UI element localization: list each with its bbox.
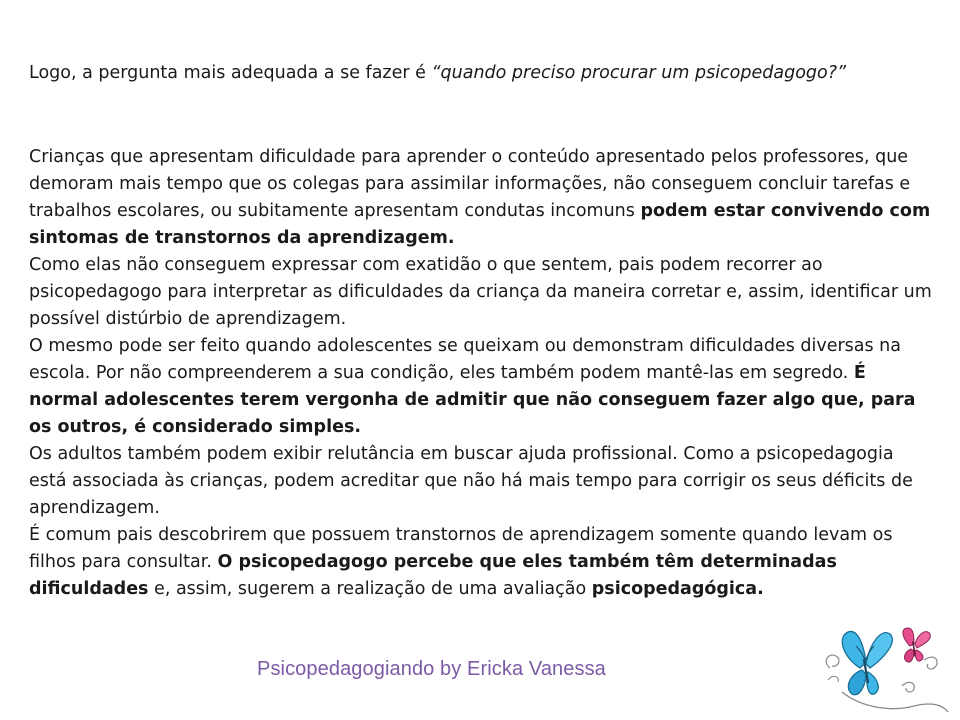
- intro-prefix: Logo, a pergunta mais adequada a se fazer é: [29, 63, 432, 83]
- intro-quote: “quando preciso procurar um psicopedagogo?”: [431, 63, 847, 83]
- pink-butterfly: [903, 628, 930, 662]
- paragraph-adolescents-emphasis: É normal adolescentes terem vergonha de admitir que não conseguem fazer algo que, para os outros, é considerado simples.: [29, 363, 916, 437]
- blue-butterfly: [842, 631, 892, 694]
- butterfly-icon: [822, 622, 954, 718]
- paragraph-adolescents-text: O mesmo pode ser feito quando adolescentes se queixam ou demonstram dificuldades diversas na escola. Por não compreenderem a sua condição, eles também podem mantê-las em segredo.: [29, 336, 902, 383]
- intro-question: [29, 60, 939, 87]
- paragraph-common-text-2: e, assim, sugerem a realização de uma avaliação: [148, 579, 592, 599]
- paragraph-adolescents: [29, 333, 934, 441]
- footer-signature: Psicopedagogiando by Ericka Vanessa: [257, 658, 606, 680]
- paragraph-adults: [29, 441, 934, 522]
- paragraph-adults-text: Os adultos também podem exibir relutância em buscar ajuda profissional. Como a psicopedagogia está associada às crianças, podem acreditar que não há mais tempo para corrigir os seus déficits de aprendizagem.: [29, 444, 913, 518]
- paragraph-common-text: É comum pais descobrirem que possuem transtornos de aprendizagem somente quando levam os filhos para consultar.: [29, 525, 893, 572]
- body-text: [29, 144, 934, 603]
- paragraph-common: [29, 522, 934, 603]
- paragraph-common-emphasis: O psicopedagogo percebe que eles também têm determinadas dificuldades: [29, 552, 837, 599]
- paragraph-children-emphasis: podem estar convivendo com sintomas de transtornos da aprendizagem.: [29, 201, 931, 248]
- paragraph-parents-text: Como elas não conseguem expressar com exatidão o que sentem, pais podem recorrer ao psicopedagogo para interpretar as dificuldades da criança da maneira corretar e, assim, identificar um possível distúrbio de aprendizagem.: [29, 255, 932, 329]
- paragraph-children-text: Crianças que apresentam dificuldade para aprender o conteúdo apresentado pelos professores, que demoram mais tempo que os colegas para assimilar informações, não conseguem concluir tarefas e trabalhos escolares, ou subitamente apresentam condutas incomuns: [29, 147, 911, 221]
- paragraph-common-emphasis-2: psicopedagógica.: [591, 579, 764, 599]
- paragraph-parents: [29, 252, 934, 333]
- paragraph-children: [29, 144, 934, 252]
